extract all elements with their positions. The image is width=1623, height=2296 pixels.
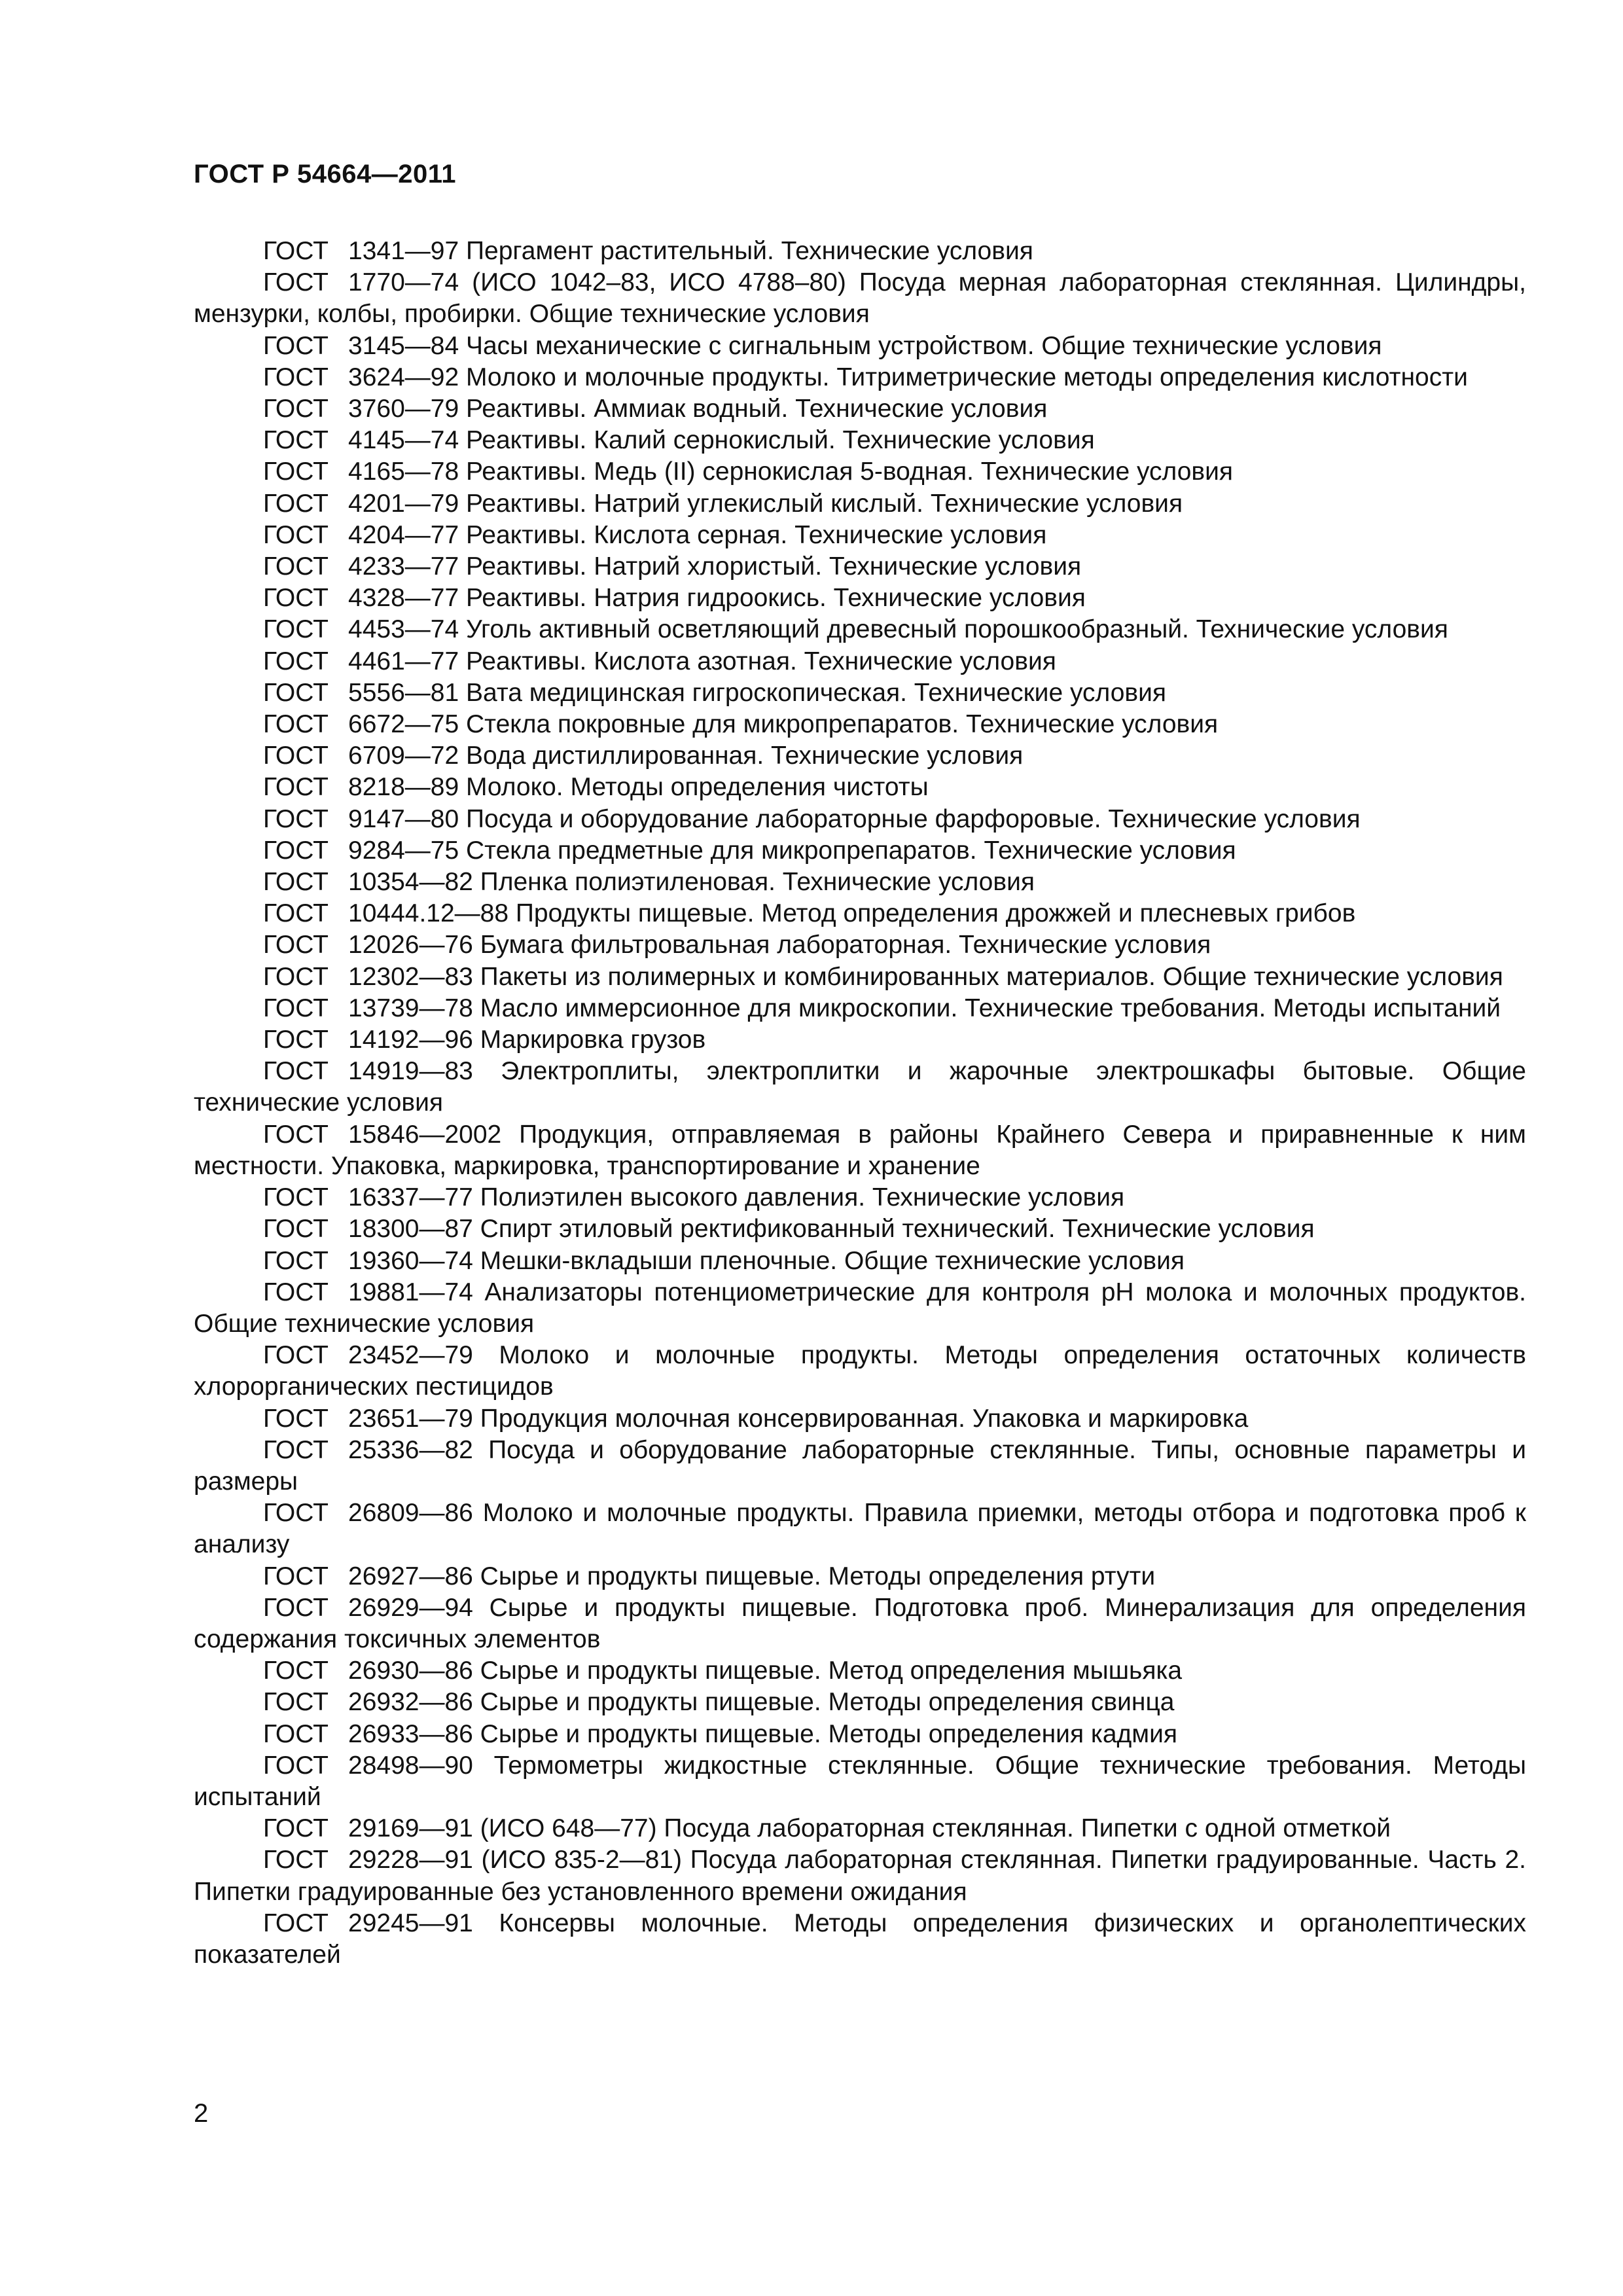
reference-prefix: ГОСТ [263,1404,329,1433]
reference-text: 6709—72 Вода дистиллированная. Технические условия [348,742,1024,770]
reference-text: 18300—87 Спирт этиловый ректификованный технический. Технические условия [348,1215,1315,1244]
reference-text: 4165—78 Реактивы. Медь (II) сернокислая 5-водная. Технические условия [348,457,1234,486]
reference-text: 4201—79 Реактивы. Натрий углекислый кислый. Технические условия [348,489,1183,518]
reference-item [194,1340,1526,1403]
reference-item [194,456,1526,488]
reference-item [194,993,1526,1024]
reference-prefix: ГОСТ [263,1719,329,1748]
reference-text: 1770—74 (ИСО 1042–83, ИСО 4788–80) Посуда мерная лабораторная стеклянная. Цилиндры, мензурки, колбы, пробирки. Общие технические условия [194,268,1526,329]
reference-prefix: ГОСТ [263,1278,329,1306]
reference-prefix: ГОСТ [263,395,329,423]
reference-text: 16337—77 Полиэтилен высокого давления. Технические условия [348,1183,1125,1212]
reference-item [194,740,1526,772]
reference-item [194,1213,1526,1245]
reference-text: 23452—79 Молоко и молочные продукты. Методы определения остаточных количеств хлорорганических пестицидов [194,1341,1526,1401]
reference-item [194,1435,1526,1498]
reference-item [194,1119,1526,1182]
reference-text: 26809—86 Молоко и молочные продукты. Правила приемки, методы отбора и подготовка проб к анализу [194,1499,1526,1559]
reference-item [194,488,1526,520]
reference-item [194,551,1526,583]
reference-item [194,772,1526,803]
reference-text: 9147—80 Посуда и оборудование лабораторные фарфоровые. Технические условия [348,804,1361,833]
reference-item [194,929,1526,961]
reference-text: 26929—94 Сырье и продукты пищевые. Подготовка проб. Минерализация для определения содержания токсичных элементов [194,1593,1526,1653]
reference-prefix: ГОСТ [263,994,329,1022]
reference-prefix: ГОСТ [263,1688,329,1717]
reference-text: 3624—92 Молоко и молочные продукты. Титриметрические методы определения кислотности [348,363,1468,391]
reference-prefix: ГОСТ [263,773,329,802]
reference-text: 26930—86 Сырье и продукты пищевые. Метод определения мышьяка [348,1657,1183,1685]
reference-item [194,1844,1526,1907]
reference-item [194,583,1526,614]
reference-text: 4453—74 Уголь активный осветляющий древесный порошкообразный. Технические условия [348,615,1448,644]
page-header-title: ГОСТ Р 54664—2011 [194,160,456,188]
reference-prefix: ГОСТ [263,1593,329,1622]
reference-prefix: ГОСТ [263,363,329,391]
reference-text: 26933—86 Сырье и продукты пищевые. Методы определения кадмия [348,1719,1177,1748]
reference-text: 12302—83 Пакеты из полимерных и комбинированных материалов. Общие технические условия [348,962,1503,991]
reference-item [194,1056,1526,1119]
reference-prefix: ГОСТ [263,868,329,897]
reference-prefix: ГОСТ [263,457,329,486]
reference-item [194,1024,1526,1056]
reference-text: 29245—91 Консервы молочные. Методы определения физических и органолептических показателей [194,1909,1526,1969]
reference-prefix: ГОСТ [263,1026,329,1054]
reference-item [194,1655,1526,1687]
reference-item [194,804,1526,835]
reference-text: 1341—97 Пергамент растительный. Технические условия [348,237,1033,265]
reference-prefix: ГОСТ [263,1814,329,1843]
reference-prefix: ГОСТ [263,584,329,613]
reference-text: 14919—83 Электроплиты, электроплитки и жарочные электрошкафы бытовые. Общие технические условия [194,1057,1526,1117]
reference-item [194,1813,1526,1844]
reference-prefix: ГОСТ [263,1499,329,1528]
reference-text: 4461—77 Реактивы. Кислота азотная. Технические условия [348,647,1056,675]
normative-references-list [194,236,1526,1971]
reference-text: 3760—79 Реактивы. Аммиак водный. Технические условия [348,395,1048,423]
reference-item [194,393,1526,425]
reference-text: 3145—84 Часы механические с сигнальным устройством. Общие технические условия [348,331,1382,360]
reference-text: 26927—86 Сырье и продукты пищевые. Методы определения ртути [348,1562,1156,1590]
reference-item [194,1592,1526,1655]
reference-item [194,677,1526,709]
reference-prefix: ГОСТ [263,710,329,739]
reference-text: 25336—82 Посуда и оборудование лабораторные стеклянные. Типы, основные параметры и размеры [194,1435,1526,1496]
reference-text: 10444.12—88 Продукты пищевые. Метод определения дрожжей и плесневых грибов [348,899,1356,928]
reference-prefix: ГОСТ [263,1657,329,1685]
reference-text: 9284—75 Стекла предметные для микропрепаратов. Технические условия [348,836,1236,865]
reference-text: 29228—91 (ИСО 835-2—81) Посуда лабораторная стеклянная. Пипетки градуированные. Часть 2. Пипетки градуированные без установленного времени ожидания [194,1846,1526,1906]
reference-prefix: ГОСТ [263,931,329,960]
reference-item [194,835,1526,867]
reference-prefix: ГОСТ [263,1562,329,1590]
reference-item [194,1908,1526,1971]
reference-item [194,1687,1526,1718]
reference-prefix: ГОСТ [263,331,329,360]
page-number: 2 [194,2099,209,2128]
reference-item [194,1719,1526,1750]
reference-item [194,614,1526,645]
reference-item [194,1277,1526,1340]
reference-prefix: ГОСТ [263,1215,329,1244]
reference-prefix: ГОСТ [263,615,329,644]
reference-text: 23651—79 Продукция молочная консервированная. Упаковка и маркировка [348,1404,1249,1433]
reference-item [194,267,1526,330]
reference-text: 4145—74 Реактивы. Калий сернокислый. Технические условия [348,426,1095,455]
reference-item [194,1403,1526,1435]
reference-item [194,425,1526,456]
reference-text: 5556—81 Вата медицинская гигроскопическая. Технические условия [348,678,1167,707]
reference-item [194,1182,1526,1213]
reference-text: 13739—78 Масло иммерсионное для микроскопии. Технические требования. Методы испытаний [348,994,1501,1022]
reference-text: 12026—76 Бумага фильтровальная лабораторная. Технические условия [348,931,1211,960]
reference-prefix: ГОСТ [263,1120,329,1149]
reference-prefix: ГОСТ [263,742,329,770]
reference-text: 6672—75 Стекла покровные для микропрепаратов. Технические условия [348,710,1219,739]
reference-text: 15846—2002 Продукция, отправляемая в районы Крайнего Севера и приравненные к ним местности. Упаковка, маркировка, транспортирование и хранение [194,1120,1526,1180]
reference-item [194,362,1526,393]
reference-item [194,1246,1526,1277]
reference-text: 4204—77 Реактивы. Кислота серная. Технические условия [348,520,1047,549]
reference-text: 29169—91 (ИСО 648—77) Посуда лабораторная стеклянная. Пипетки с одной отметкой [348,1814,1391,1843]
reference-prefix: ГОСТ [263,1246,329,1275]
reference-item [194,961,1526,993]
reference-prefix: ГОСТ [263,489,329,518]
reference-text: 19881—74 Анализаторы потенциометрические для контроля pH молока и молочных продуктов. Общие технические условия [194,1278,1526,1338]
reference-prefix: ГОСТ [263,1435,329,1464]
reference-item [194,1498,1526,1560]
reference-prefix: ГОСТ [263,647,329,675]
reference-text: 26932—86 Сырье и продукты пищевые. Методы определения свинца [348,1688,1175,1717]
reference-prefix: ГОСТ [263,1341,329,1370]
reference-prefix: ГОСТ [263,836,329,865]
reference-text: 4328—77 Реактивы. Натрия гидроокись. Технические условия [348,584,1086,613]
reference-text: 8218—89 Молоко. Методы определения чистоты [348,773,929,802]
reference-prefix: ГОСТ [263,962,329,991]
reference-item [194,867,1526,898]
reference-prefix: ГОСТ [263,678,329,707]
reference-item [194,331,1526,362]
reference-prefix: ГОСТ [263,426,329,455]
reference-item [194,709,1526,740]
reference-text: 28498—90 Термометры жидкостные стеклянные. Общие технические требования. Методы испытаний [194,1751,1526,1811]
reference-prefix: ГОСТ [263,552,329,581]
reference-text: 10354—82 Пленка полиэтиленовая. Технические условия [348,868,1035,897]
reference-prefix: ГОСТ [263,804,329,833]
reference-prefix: ГОСТ [263,237,329,265]
reference-item [194,898,1526,929]
reference-item [194,646,1526,677]
reference-item [194,236,1526,267]
reference-prefix: ГОСТ [263,899,329,928]
reference-text: 19360—74 Мешки-вкладыши пленочные. Общие технические условия [348,1246,1185,1275]
reference-prefix: ГОСТ [263,268,329,297]
reference-prefix: ГОСТ [263,1909,329,1937]
reference-text: 14192—96 Маркировка грузов [348,1026,706,1054]
reference-prefix: ГОСТ [263,1057,329,1086]
reference-text: 4233—77 Реактивы. Натрий хлористый. Технические условия [348,552,1082,581]
reference-prefix: ГОСТ [263,1751,329,1780]
reference-prefix: ГОСТ [263,1183,329,1212]
reference-prefix: ГОСТ [263,520,329,549]
reference-item [194,1561,1526,1592]
reference-prefix: ГОСТ [263,1846,329,1874]
reference-item [194,520,1526,551]
reference-item [194,1750,1526,1813]
